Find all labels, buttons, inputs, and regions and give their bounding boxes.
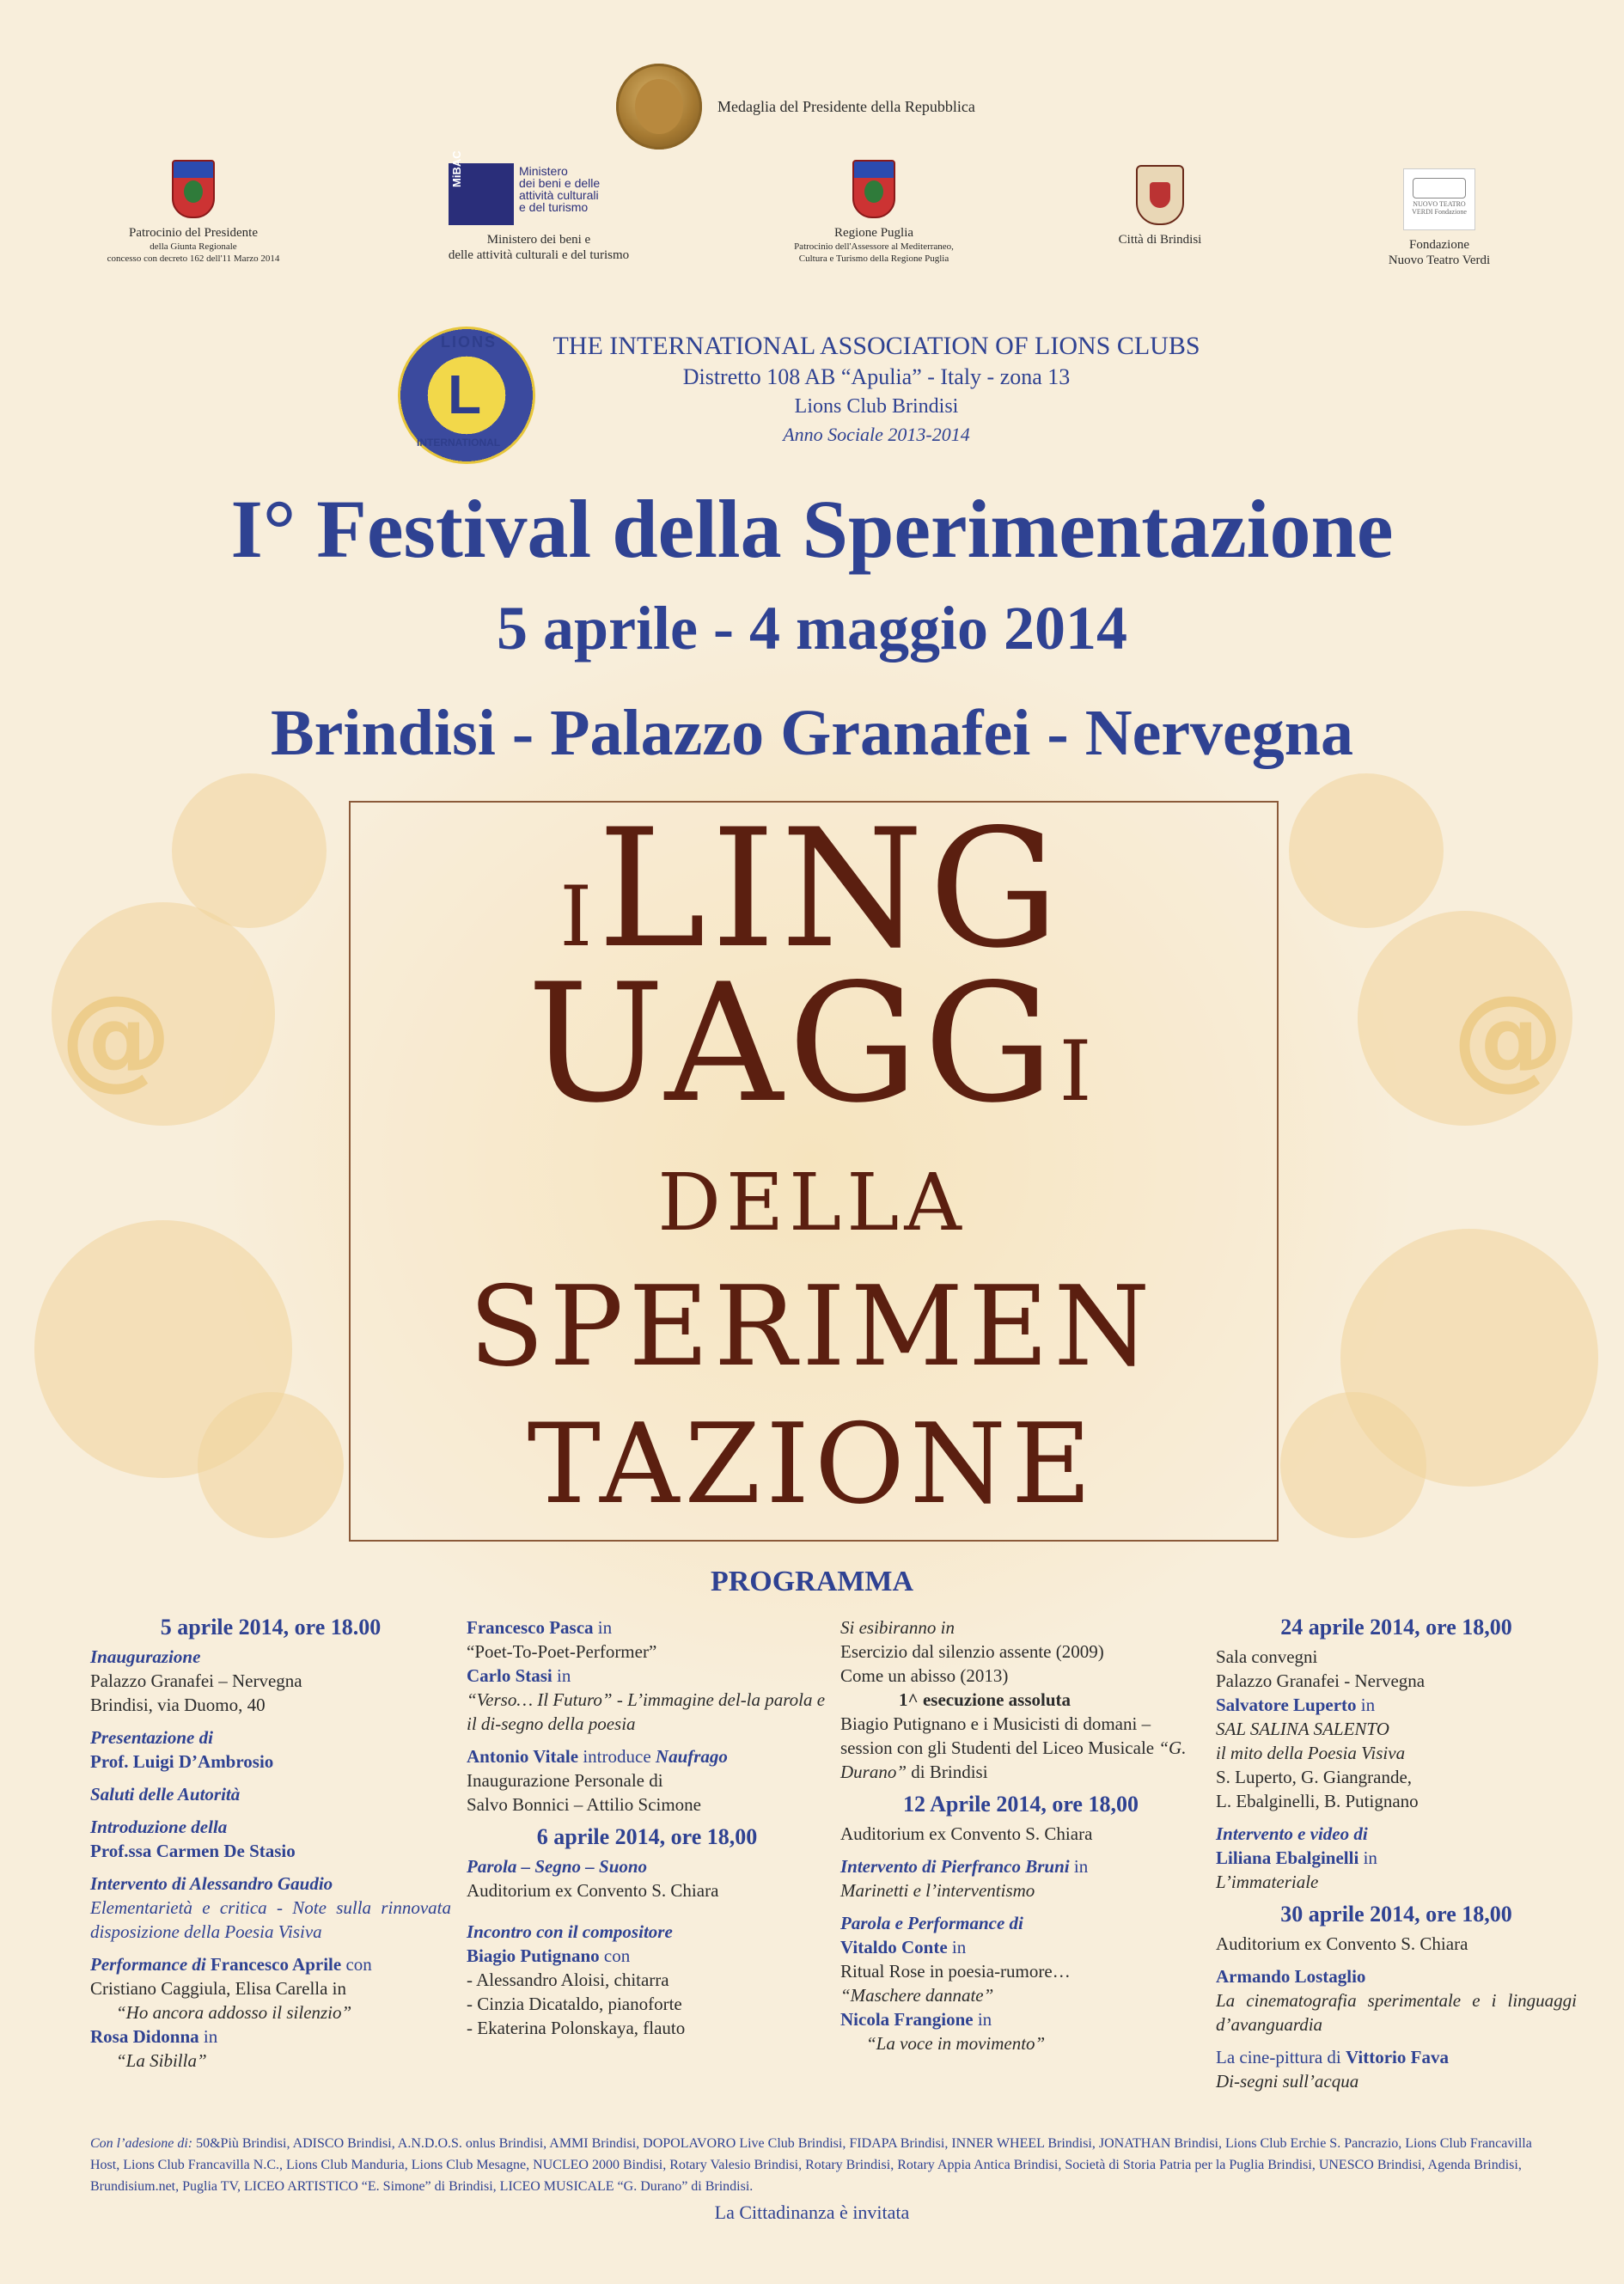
- background-icon-circle: [198, 1392, 344, 1538]
- background-icon-circle: [1280, 1392, 1426, 1538]
- teatro-verdi-logo: NUOVO TEATRO VERDI Fondazione: [1403, 168, 1475, 230]
- puglia-crest-icon: [852, 160, 895, 218]
- festival-title: I° Festival della Sperimentazione: [230, 483, 1394, 575]
- festival-place: Brindisi - Palazzo Granafei - Nervegna: [270, 697, 1354, 769]
- lions-header: THE INTERNATIONAL ASSOCIATION OF LIONS CLUBS Distretto 108 AB “Apulia” - Italy - zona 13 Lions Club Brindisi Anno Sociale 2013-2014: [553, 332, 1200, 445]
- presidential-medal-icon: [616, 64, 702, 150]
- background-icon-circle: [172, 773, 327, 928]
- artwork-line-4: SPERIMEN: [468, 1263, 1156, 1391]
- patron-ministry: MiBAC Ministero dei beni e delle attività culturali e del turismo Ministero dei beni e delle attività culturali e del turismo: [448, 150, 630, 262]
- brindisi-crest-icon: [1136, 165, 1184, 225]
- invitation-line: La Cittadinanza è invitata: [714, 2202, 910, 2223]
- program-column-1: 5 aprile 2014, ore 18.00 Inaugurazione Palazzo Granafei – Nervegna Brindisi, via Duomo, 40 Presentazione di Prof. Luigi D’Ambrosio Saluti delle Autorità Introduzione della Prof.ssa Carmen De Stasio Intervento di Alessandro Gaudio Elementarietà e critica - Note sulla rinnovata disposizione della Poesia Visiva Performance di Francesco Aprile con Cristiano Caggiula, Elisa Carella in “Ho ancora addosso il silenzio” Rosa Didonna in “La Sibilla”: [90, 1615, 451, 2071]
- medal-caption: Medaglia del Presidente della Repubblica: [717, 98, 975, 115]
- patron-regione-puglia: Regione Puglia Patrocinio dell'Assessore al Mediterraneo, Cultura e Turismo della Regione Puglia: [719, 160, 1029, 265]
- program-column-4: 24 aprile 2014, ore 18,00 Sala convegni Palazzo Granafei - Nervegna Salvatore Luperto in SAL SALINA SALENTO il mito della Poesia Visiva S. Luperto, G. Giangrande, L. Ebalginelli, B. Putignano Intervento e video di Liliana Ebalginelli in L’immateriale 30 aprile 2014, ore 18,00 Auditorium ex Convento S. Chiara Armando Lostaglio La cinematografia sperimentale e i linguaggi d’avanguardia La cine-pittura di Vittorio Fava Di-segni sull’acqua: [1216, 1615, 1577, 2092]
- program-column-3: Si esibiranno in Esercizio dal silenzio assente (2009) Come un abisso (2013) 1^ esecuzione assoluta Biagio Putignano e i Musicisti di domani – session con gli Studenti del Liceo Musicale “G. Durano” di Brindisi 12 Aprile 2014, ore 18,00 Auditorium ex Convento S. Chiara Intervento di Pierfranco Bruni in Marinetti e l’interventismo Parola e Performance di Vitaldo Conte in Ritual Rose in poesia-rumore… “Maschere dannate” Nicola Frangione in “La voce in movimento”: [840, 1617, 1187, 2054]
- patron-regional-president: Patrocinio del Presidente della Giunta Regionale concesso con decreto 162 dell'11 Marzo 2014: [39, 160, 348, 265]
- at-sign-icon: @: [60, 971, 172, 1102]
- artwork-line-1: ILING: [559, 794, 1065, 984]
- at-sign-icon: @: [1452, 971, 1564, 1102]
- puglia-crest-icon: [172, 160, 215, 218]
- programma-title: PROGRAMMA: [710, 1566, 914, 1597]
- artwork-line-2: UAGGI: [527, 949, 1097, 1139]
- lions-logo: LIONS L INTERNATIONAL: [398, 327, 535, 464]
- artwork-line-3: DELLA: [657, 1157, 967, 1249]
- supporters-footer: Con l’adesione di: 50&Più Brindisi, ADISCO Brindisi, A.N.D.O.S. onlus Brindisi, AMMI Brindisi, DOPOLAVORO Live Club Brindisi, FIDAPA Brindisi, INNER WHEEL Brindisi, JONATHAN Brindisi, Lions Club Erchie S. Pancrazio, Lions Club Francavilla Host, Lions Club Francavilla N.C., Lions Club Manduria, Lions Club Mesagne, NUCLEO 2000 Bindisi, Rotary Valesio Brindisi, Rotary Brindisi, Rotary Appia Antica Brindisi, Società di Storia Patria per la Puglia Brindisi, UNESCO Brindisi, Agenda Brindisi, Brundisium.net, Puglia TV, LICEO ARTISTICO “E. Simone” di Brindisi, LICEO MUSICALE “G. Durano” di Brindisi.: [90, 2136, 1532, 2194]
- patron-teatro-verdi: NUOVO TEATRO VERDI Fondazione Fondazione Nuovo Teatro Verdi: [1285, 168, 1594, 268]
- festival-dates: 5 aprile - 4 maggio 2014: [497, 594, 1127, 663]
- patron-citta-brindisi: Città di Brindisi: [1005, 165, 1315, 247]
- mibac-logo: MiBAC Ministero dei beni e delle attività culturali e del turismo: [449, 163, 629, 225]
- background-icon-circle: [1289, 773, 1444, 928]
- program-column-2: Francesco Pasca in “Poet-To-Poet-Performer” Carlo Stasi in “Verso… Il Futuro” - L’immagine del-la parola e il di-segno della poesia Antonio Vitale introduce Naufrago Inaugurazione Personale di Salvo Bonnici – Attilio Scimone 6 aprile 2014, ore 18,00 Parola – Segno – Suono Auditorium ex Convento S. Chiara Incontro con il compositore Biagio Putignano con - Alessandro Aloisi, chitarra - Cinzia Dicataldo, pianoforte - Ekaterina Polonskaya, flauto: [467, 1617, 826, 2038]
- artwork-line-5: TAZIONE: [527, 1401, 1097, 1529]
